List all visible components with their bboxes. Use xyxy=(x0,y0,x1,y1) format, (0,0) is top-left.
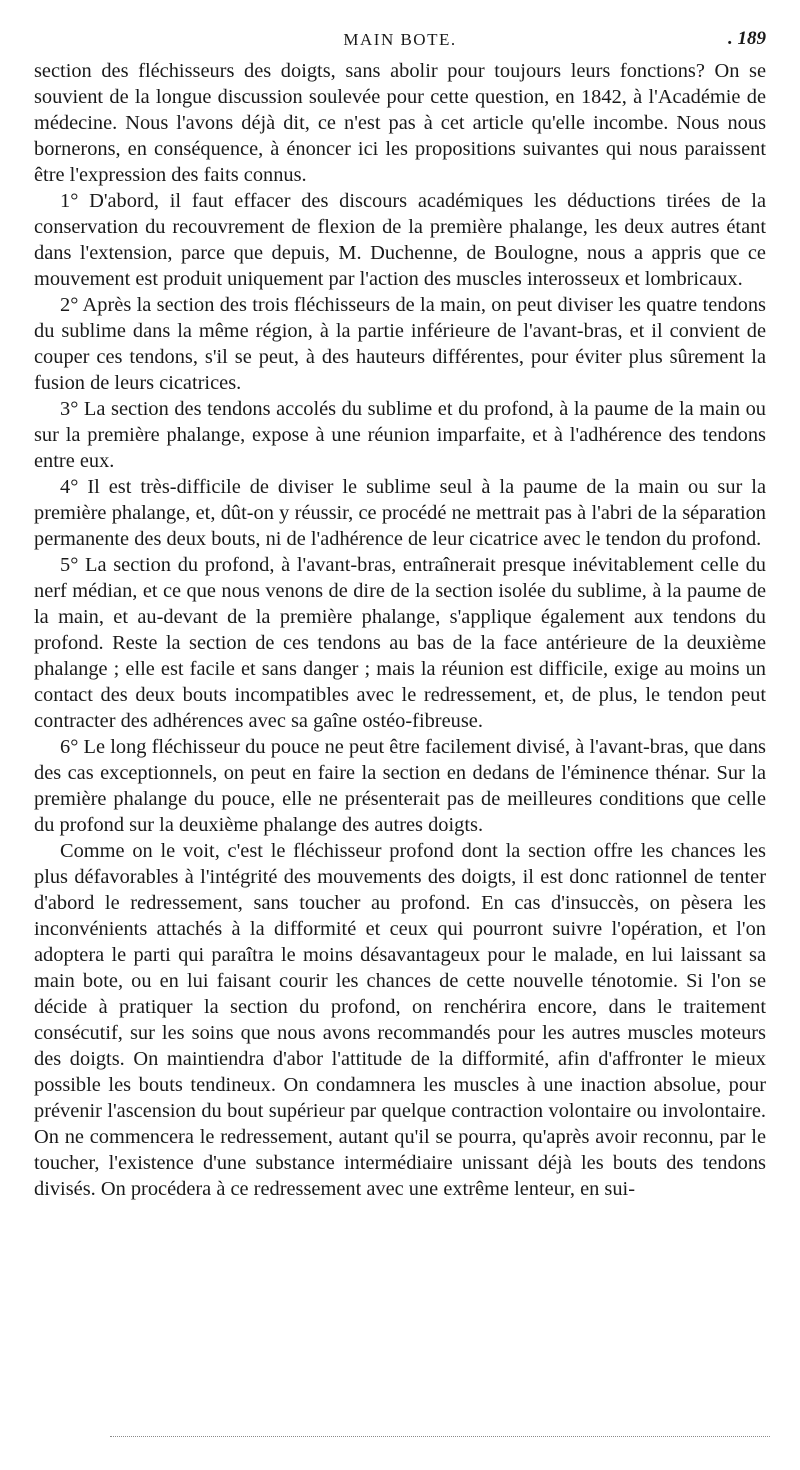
paragraph-point-2: 2° Après la section des trois fléchisseurs de la main, on peut diviser les quatre tendons du sublime dans la même région, à la partie inférieure de l'avant-bras, et il convient de couper ces tendons, s'il se peut, à des hauteurs différentes, pour éviter plus sûrement la fusion de leurs cicatrices. xyxy=(34,294,766,394)
page-number: . 189 xyxy=(728,28,766,49)
paragraph-point-1: 1° D'abord, il faut effacer des discours académiques les déductions tirées de la conservation du recouvrement de flexion de la première phalange, les deux autres étant dans l'extension, parce que depuis, M. Duchenne, de Boulogne, nous a appris que ce mouvement est produit uniquement par l'action des muscles interosseux et lombricaux. xyxy=(34,190,766,290)
paragraph-continuation: section des fléchisseurs des doigts, sans abolir pour toujours leurs fonctions? On se souvient de la longue discussion soulevée pour cette question, en 1842, à l'Académie de médecine. Nous l'avons déjà dit, ce n'est pas à cet article qu'elle incombe. Nous nous bornerons, en conséquence, à énoncer ici les propositions suivantes qui nous paraissent être l'expression des faits connus. xyxy=(34,60,766,186)
paragraph-point-4: 4° Il est très-difficile de diviser le sublime seul à la paume de la main ou sur la première phalange, et, dût-on y réussir, ce procédé ne mettrait pas à l'abri de la séparation permanente des deux bouts, ni de l'adhérence de leur cicatrice avec le tendon du profond. xyxy=(34,476,766,550)
paragraph-point-3: 3° La section des tendons accolés du sublime et du profond, à la paume de la main ou sur la première phalange, expose à une réunion imparfaite, et à l'adhérence des tendons entre eux. xyxy=(34,398,766,472)
running-title: MAIN BOTE. xyxy=(343,30,457,49)
bottom-scan-artifact-rule xyxy=(110,1436,770,1437)
book-page xyxy=(34,24,766,1202)
paragraph-point-6: 6° Le long fléchisseur du pouce ne peut être facilement divisé, à l'avant-bras, que dans des cas exceptionnels, on peut en faire la section en dedans de l'éminence thénar. Sur la première phalange du pouce, elle ne présenterait pas de meilleures conditions que celle du profond sur la deuxième phalange des autres doigts. xyxy=(34,736,766,836)
body-text xyxy=(34,58,766,1202)
running-head xyxy=(34,24,766,58)
paragraph-conclusion: Comme on le voit, c'est le fléchisseur profond dont la section offre les chances les plus défavorables à l'intégrité des mouvements des doigts, il est donc rationnel de tenter d'abord le redressement, sans toucher au profond. En cas d'insuccès, on pèsera les inconvénients attachés à la difformité et ceux qui pourront suivre l'opération, et l'on adoptera le parti qui paraîtra le moins désavantageux pour le malade, en lui laissant sa main bote, ou en lui faisant courir les chances de cette nouvelle ténotomie. Si l'on se décide à pratiquer la section du profond, on renchérira encore, dans le traitement consécutif, sur les soins que nous avons recommandés pour les autres muscles moteurs des doigts. On maintiendra d'abor l'attitude de la difformité, afin d'affronter le mieux possible les bouts tendineux. On condamnera les muscles à une inaction absolue, pour prévenir l'ascension du bout supérieur par quelque contraction volontaire ou involontaire. On ne commencera le redressement, autant qu'il se pourra, qu'après avoir reconnu, par le toucher, l'existence d'une substance intermédiaire unissant déjà les bouts des tendons divisés. On procédera à ce redressement avec une extrême lenteur, en sui- xyxy=(34,840,766,1200)
paragraph-point-5: 5° La section du profond, à l'avant-bras, entraînerait presque inévitablement celle du nerf médian, et ce que nous venons de dire de la section isolée du sublime, à la paume de la main, et au-devant de la première phalange, s'applique également aux tendons du profond. Reste la section de ces tendons au bas de la face antérieure de la deuxième phalange ; elle est facile et sans danger ; mais la réunion est difficile, exige au moins un contact des deux bouts incompatibles avec le redressement, et, de plus, le tendon peut contracter des adhérences avec sa gaîne ostéo-fibreuse. xyxy=(34,554,766,732)
